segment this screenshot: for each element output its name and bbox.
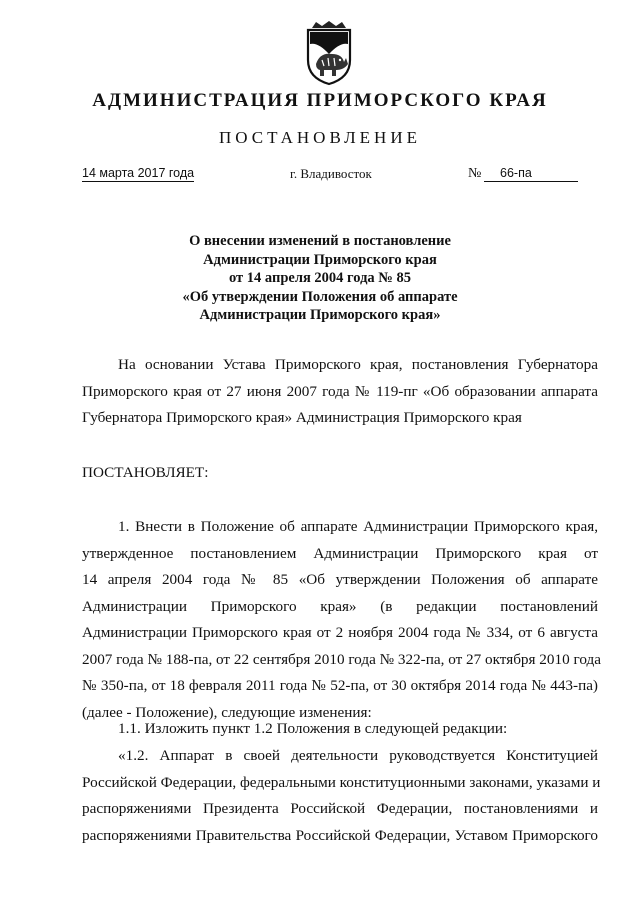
number-sign: № (468, 166, 482, 181)
text-line: На основании Устава Приморского края, постановления Губернатора (118, 356, 598, 373)
subject-line: от 14 апреля 2004 года № 85 (228, 270, 412, 286)
text-line: № 350-па, от 18 февраля 2011 года № 52-па, от 30 октября 2014 года № 443-па) (82, 677, 598, 694)
text-line: 1.1. Изложить пункт 1.2 Положения в следующей редакции: (118, 720, 508, 737)
coat-of-arms-tiger-icon (302, 20, 356, 86)
item-1-2-paragraph (82, 743, 601, 849)
document-type: ПОСТАНОВЛЕНИЕ (218, 128, 421, 147)
decree-word: ПОСТАНОВЛЯЕТ: (82, 464, 209, 481)
subject-line: Администрации Приморского края (203, 251, 437, 268)
text-line: Губернатора Приморского края» Администрация Приморского края (82, 409, 522, 426)
subject-line: Администрации Приморского края» (199, 307, 441, 323)
text-line: утвержденное постановлением Администрации Приморского края от (82, 544, 598, 562)
preamble-paragraph (82, 352, 598, 432)
subject-line: О внесении изменений в постановление (189, 233, 451, 249)
text-line: 14 апреля 2004 года № 85 «Об утверждении Положения об аппарате (82, 571, 598, 588)
item-1-1-paragraph (82, 716, 598, 743)
date-value: 14 марта 2017 года (82, 166, 195, 180)
text-line: Администрации Приморского края» (в редакции постановлений (82, 597, 598, 615)
document-subject (100, 232, 540, 325)
text-line: Российской Федерации, федеральными конституционными законами, указами и (82, 773, 601, 791)
document-meta (0, 166, 640, 186)
item-1-paragraph (82, 514, 601, 726)
text-line: Приморского края от 27 июня 2007 года № 119-пг «Об образовании аппарата (82, 382, 598, 400)
text-line: «1.2. Аппарат в своей деятельности руководствуется Конституцией (118, 747, 598, 764)
text-line: распоряжениями Президента Российской Федерации, постановлениями и (82, 800, 598, 817)
text-line: (далее - Положение), следующие изменения: (82, 703, 372, 721)
subject-line: «Об утверждении Положения об аппарате (182, 288, 458, 305)
text-line: распоряжениями Правительства Российской Федерации, Уставом Приморского (82, 826, 598, 844)
number-value: 66-па (484, 166, 578, 182)
document-date (82, 166, 194, 180)
text-line: 1. Внести в Положение об аппарате Администрации Приморского края, (118, 518, 598, 535)
text-line: Администрации Приморского края от 2 ноября 2004 года № 334, от 6 августа (82, 624, 598, 641)
organization-title: АДМИНИСТРАЦИЯ ПРИМОРСКОГО КРАЯ (92, 90, 548, 111)
text-line: 2007 года № 188-па, от 22 сентября 2010 года № 322-па, от 27 октября 2010 года (82, 650, 601, 668)
document-city: г. Владивосток (290, 166, 372, 181)
